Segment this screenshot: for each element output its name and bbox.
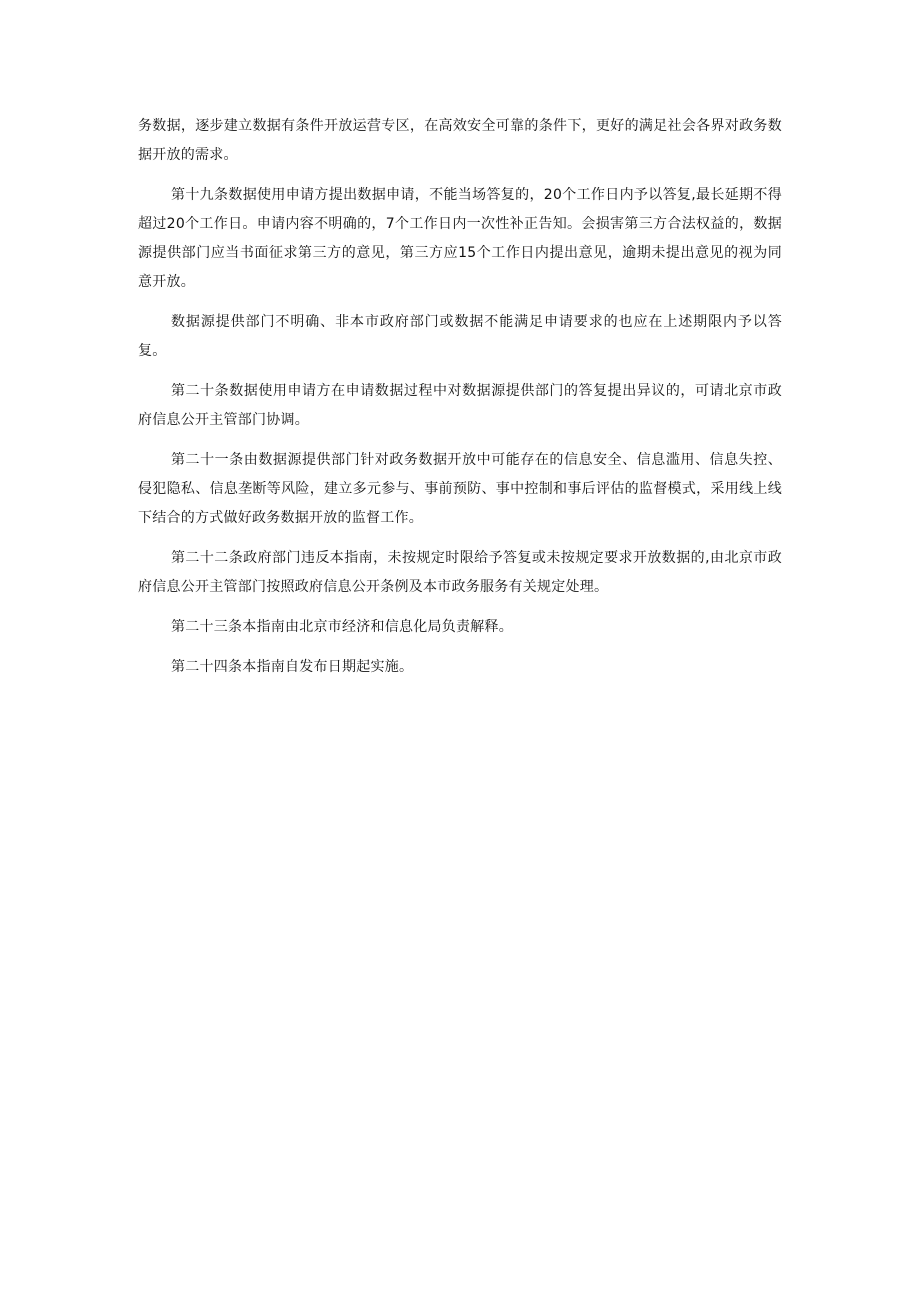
- article-21: 第二十一条由数据源提供部门针对政务数据开放中可能存在的信息安全、信息滥用、信息失控、侵犯隐私、信息垄断等风险，建立多元参与、事前预防、事中控制和事后评估的监督模式，采用线上线下结合的方式做好政务数据开放的监督工作。: [138, 452, 782, 526]
- article-19: 第十九条数据使用申请方提出数据申请，不能当场答复的，20个工作日内予以答复,最长延期不得超过20个工作日。申请内容不明确的，7个工作日内一次性补正告知。会损害第三方合法权益的，数据源提供部门应当书面征求第三方的意见，第三方应15个工作日内提出意见，逾期未提出意见的视为同意开放。: [138, 187, 782, 290]
- article-19-supplement: 数据源提供部门不明确、非本市政府部门或数据不能满足申请要求的也应在上述期限内予以答复。: [138, 314, 782, 359]
- article-23: 第二十三条本指南由北京市经济和信息化局负责解释。: [171, 619, 513, 635]
- paragraph-continuation: 务数据，逐步建立数据有条件开放运营专区，在高效安全可靠的条件下，更好的满足社会各界对政务数据开放的需求。: [138, 118, 782, 163]
- document-body: [138, 112, 782, 693]
- article-24: 第二十四条本指南自发布日期起实施。: [171, 659, 414, 675]
- article-20: 第二十条数据使用申请方在申请数据过程中对数据源提供部门的答复提出异议的，可请北京市政府信息公开主管部门协调。: [138, 383, 782, 428]
- article-22: 第二十二条政府部门违反本指南，未按规定时限给予答复或未按规定要求开放数据的,由北京市政府信息公开主管部门按照政府信息公开条例及本市政务服务有关规定处理。: [138, 550, 782, 595]
